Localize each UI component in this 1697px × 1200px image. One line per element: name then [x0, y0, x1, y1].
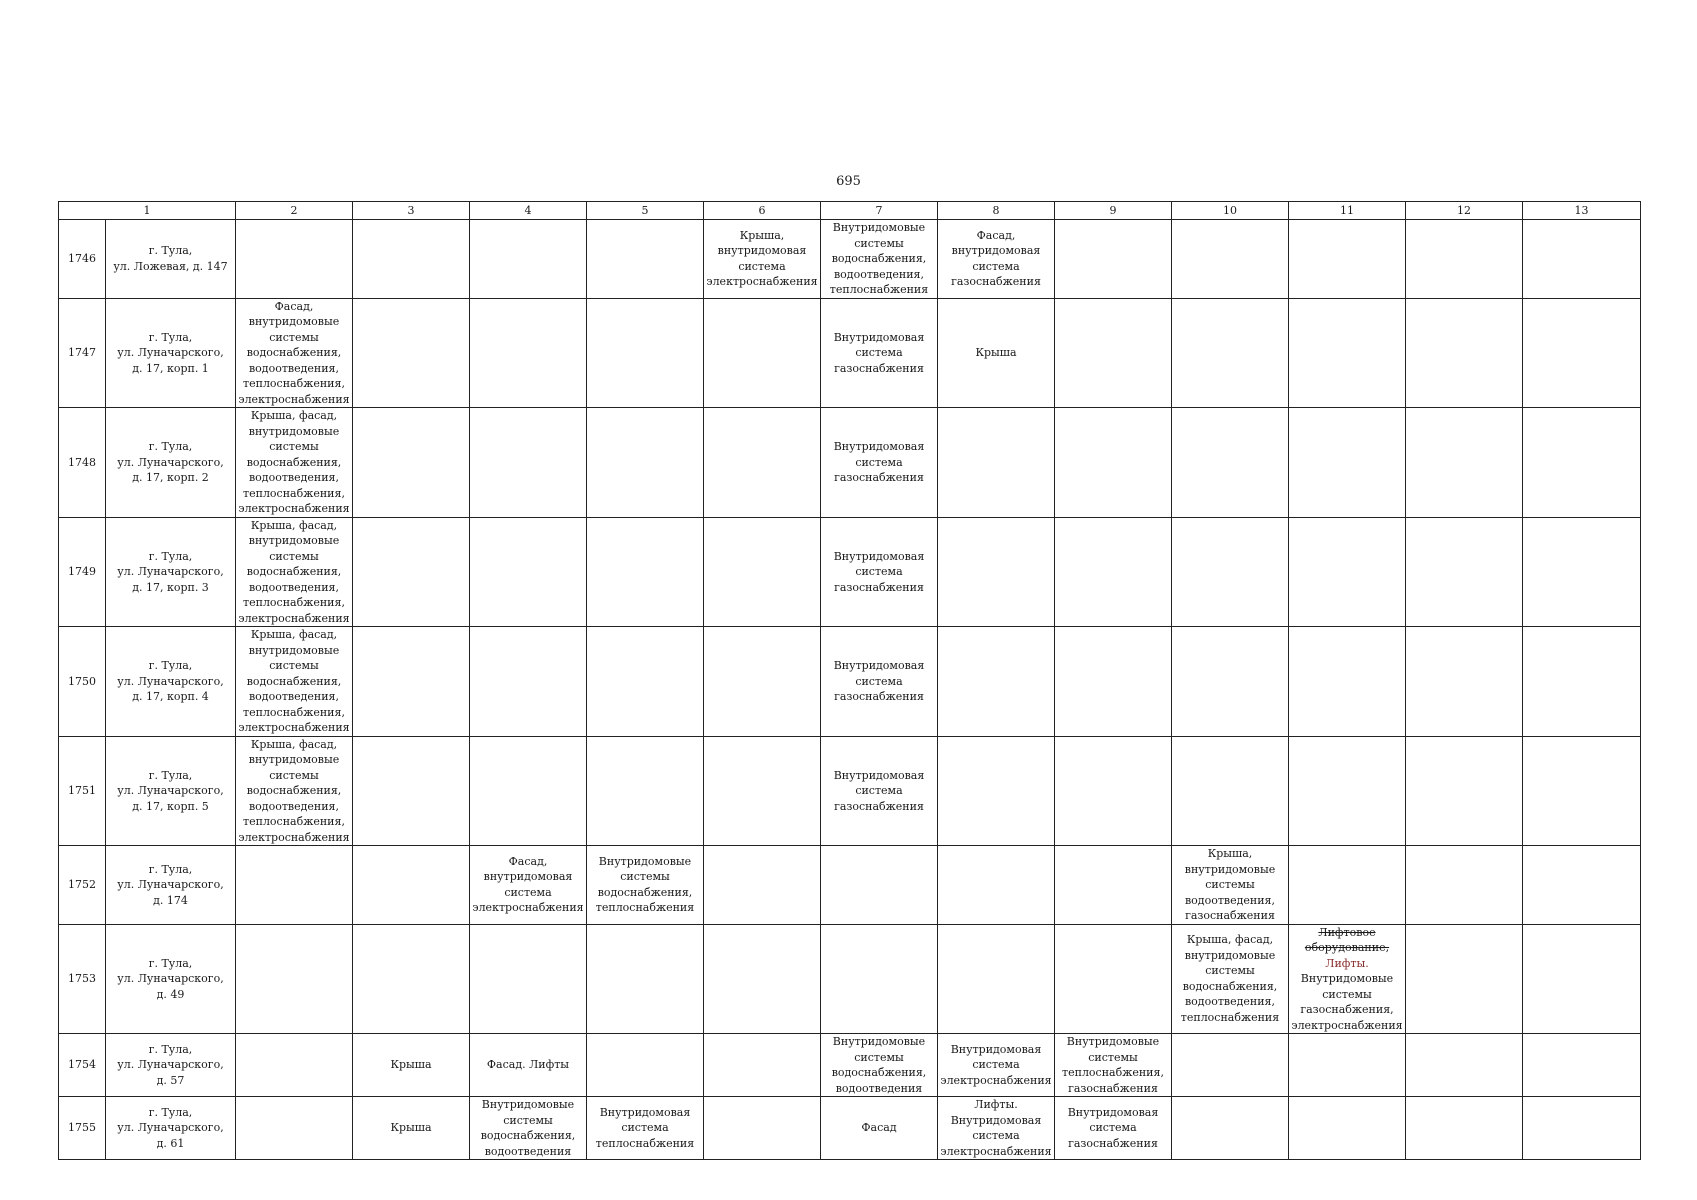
work-cell-col-6 [704, 1097, 821, 1160]
row-number-cell: 1755 [59, 1097, 106, 1160]
table-row [59, 1097, 1641, 1160]
work-cell-col-7 [821, 846, 938, 925]
struck-text: Лифтовое оборудование, [1304, 925, 1390, 954]
work-cell-col-7: Внутридомовая система газоснабжения [821, 298, 938, 408]
work-cell-col-5 [587, 736, 704, 846]
work-cell-col-11 [1289, 220, 1406, 299]
work-cell-col-11 [1289, 736, 1406, 846]
work-cell-col-9 [1055, 924, 1172, 1034]
column-header: 1 [59, 202, 236, 220]
work-cell-col-4 [470, 627, 587, 737]
work-cell-col-12 [1406, 1034, 1523, 1097]
row-number-cell: 1753 [59, 924, 106, 1034]
work-cell-col-2: Фасад, внутридомовые системы водоснабжения, водоотведения, теплоснабжения, электроснабжения [236, 298, 353, 408]
row-number-cell: 1749 [59, 517, 106, 627]
work-cell-col-5: Внутридомовые системы водоснабжения, теплоснабжения [587, 846, 704, 925]
work-cell-col-7: Внутридомовые системы водоснабжения, водоотведения [821, 1034, 938, 1097]
work-cell-col-6 [704, 627, 821, 737]
work-cell-col-6 [704, 924, 821, 1034]
column-header: 6 [704, 202, 821, 220]
work-cell-col-4 [470, 220, 587, 299]
work-cell-col-10: Крыша, внутридомовые системы водоотведения, газоснабжения [1172, 846, 1289, 925]
column-header: 8 [938, 202, 1055, 220]
work-cell-col-8: Внутридомовая система электроснабжения [938, 1034, 1055, 1097]
table-row [59, 220, 1641, 299]
work-cell-col-13 [1523, 408, 1641, 518]
work-cell-col-13 [1523, 220, 1641, 299]
row-number-cell: 1754 [59, 1034, 106, 1097]
header-row [59, 202, 1641, 220]
row-number-cell: 1748 [59, 408, 106, 518]
work-cell-col-5 [587, 408, 704, 518]
work-cell-col-9 [1055, 517, 1172, 627]
work-cell-col-10 [1172, 736, 1289, 846]
work-cell-col-11 [1289, 1097, 1406, 1160]
work-cell-col-3 [353, 736, 470, 846]
work-cell-col-9 [1055, 408, 1172, 518]
table-row [59, 924, 1641, 1034]
work-cell-col-8: Лифты. Внутридомовая система электроснабжения [938, 1097, 1055, 1160]
work-cell-col-4: Фасад, внутридомовая система электроснабжения [470, 846, 587, 925]
work-cell-col-5 [587, 298, 704, 408]
work-cell-col-4 [470, 298, 587, 408]
work-cell-col-10 [1172, 408, 1289, 518]
column-header: 12 [1406, 202, 1523, 220]
work-cell-col-10 [1172, 1034, 1289, 1097]
address-cell: г. Тула, ул. Луначарского, д. 49 [106, 924, 236, 1034]
work-cell-col-3 [353, 408, 470, 518]
work-cell-col-3: Крыша [353, 1097, 470, 1160]
work-cell-col-2: Крыша, фасад, внутридомовые системы водоснабжения, водоотведения, теплоснабжения, электроснабжения [236, 408, 353, 518]
work-cell-col-3 [353, 846, 470, 925]
work-cell-col-9: Внутридомовая система газоснабжения [1055, 1097, 1172, 1160]
address-cell: г. Тула, ул. Луначарского, д. 17, корп. 4 [106, 627, 236, 737]
work-cell-col-12 [1406, 517, 1523, 627]
work-cell-col-5: Внутридомовая система теплоснабжения [587, 1097, 704, 1160]
work-cell-col-3 [353, 517, 470, 627]
work-cell-col-4 [470, 517, 587, 627]
work-cell-col-11 [1289, 924, 1406, 1034]
work-cell-col-2: Крыша, фасад, внутридомовые системы водоснабжения, водоотведения, теплоснабжения, электроснабжения [236, 517, 353, 627]
work-cell-col-8 [938, 736, 1055, 846]
work-cell-col-13 [1523, 517, 1641, 627]
work-cell-col-13 [1523, 1097, 1641, 1160]
address-cell: г. Тула, ул. Ложевая, д. 147 [106, 220, 236, 299]
work-cell-col-2 [236, 220, 353, 299]
work-cell-col-7: Внутридомовая система газоснабжения [821, 517, 938, 627]
work-cell-col-7: Фасад [821, 1097, 938, 1160]
address-cell: г. Тула, ул. Луначарского, д. 17, корп. 3 [106, 517, 236, 627]
work-cell-col-8 [938, 924, 1055, 1034]
work-cell-col-10 [1172, 298, 1289, 408]
work-cell-col-8: Крыша [938, 298, 1055, 408]
table-row [59, 627, 1641, 737]
column-header: 7 [821, 202, 938, 220]
table-row [59, 408, 1641, 518]
column-header: 9 [1055, 202, 1172, 220]
column-header: 11 [1289, 202, 1406, 220]
work-cell-col-12 [1406, 846, 1523, 925]
work-cell-col-6 [704, 517, 821, 627]
work-cell-col-5 [587, 1034, 704, 1097]
work-cell-col-13 [1523, 924, 1641, 1034]
column-header: 2 [236, 202, 353, 220]
column-header: 10 [1172, 202, 1289, 220]
correction-text: Лифты. [1325, 956, 1369, 970]
address-cell: г. Тула, ул. Луначарского, д. 174 [106, 846, 236, 925]
work-cell-col-7: Внутридомовая система газоснабжения [821, 736, 938, 846]
work-cell-col-4 [470, 924, 587, 1034]
work-cell-col-7: Внутридомовая система газоснабжения [821, 408, 938, 518]
table-row [59, 846, 1641, 925]
row-number-cell: 1746 [59, 220, 106, 299]
work-cell-col-6 [704, 1034, 821, 1097]
work-cell-col-11 [1289, 627, 1406, 737]
work-cell-col-4: Фасад. Лифты [470, 1034, 587, 1097]
work-cell-col-8 [938, 627, 1055, 737]
work-cell-col-13 [1523, 1034, 1641, 1097]
row-number-cell: 1747 [59, 298, 106, 408]
work-cell-col-13 [1523, 627, 1641, 737]
work-cell-col-3 [353, 627, 470, 737]
table-row [59, 1034, 1641, 1097]
work-cell-col-8 [938, 408, 1055, 518]
work-cell-col-9 [1055, 298, 1172, 408]
work-cell-col-10: Крыша, фасад, внутридомовые системы водоснабжения, водоотведения, теплоснабжения [1172, 924, 1289, 1034]
table-body [59, 220, 1641, 1160]
page-number: 695 [836, 174, 861, 189]
work-cell-col-11 [1289, 517, 1406, 627]
work-cell-col-7: Внутридомовые системы водоснабжения, водоотведения, теплоснабжения [821, 220, 938, 299]
work-cell-col-2: Крыша, фасад, внутридомовые системы водоснабжения, водоотведения, теплоснабжения, электроснабжения [236, 736, 353, 846]
table-row [59, 517, 1641, 627]
work-cell-col-8: Фасад, внутридомовая система газоснабжения [938, 220, 1055, 299]
address-cell: г. Тула, ул. Луначарского, д. 61 [106, 1097, 236, 1160]
work-cell-col-10 [1172, 220, 1289, 299]
work-cell-col-4 [470, 408, 587, 518]
address-cell: г. Тула, ул. Луначарского, д. 57 [106, 1034, 236, 1097]
work-cell-col-6 [704, 846, 821, 925]
work-cell-col-12 [1406, 1097, 1523, 1160]
row-number-cell: 1751 [59, 736, 106, 846]
work-cell-col-12 [1406, 408, 1523, 518]
work-cell-col-3 [353, 298, 470, 408]
work-cell-col-2: Крыша, фасад, внутридомовые системы водоснабжения, водоотведения, теплоснабжения, электроснабжения [236, 627, 353, 737]
work-cell-col-9 [1055, 846, 1172, 925]
work-cell-col-5 [587, 517, 704, 627]
work-cell-col-7: Внутридомовая система газоснабжения [821, 627, 938, 737]
work-cell-col-10 [1172, 627, 1289, 737]
work-cell-col-11 [1289, 298, 1406, 408]
work-cell-col-8 [938, 846, 1055, 925]
work-cell-col-11 [1289, 1034, 1406, 1097]
work-cell-col-2 [236, 1034, 353, 1097]
work-cell-col-12 [1406, 627, 1523, 737]
address-cell: г. Тула, ул. Луначарского, д. 17, корп. 2 [106, 408, 236, 518]
work-cell-col-11 [1289, 408, 1406, 518]
work-cell-col-9 [1055, 220, 1172, 299]
row-number-cell: 1750 [59, 627, 106, 737]
work-cell-col-5 [587, 924, 704, 1034]
work-cell-col-4: Внутридомовые системы водоснабжения, водоотведения [470, 1097, 587, 1160]
work-cell-col-2 [236, 924, 353, 1034]
work-cell-col-11 [1289, 846, 1406, 925]
work-cell-col-10 [1172, 517, 1289, 627]
work-cell-col-6 [704, 298, 821, 408]
work-cell-col-12 [1406, 736, 1523, 846]
work-cell-col-9 [1055, 627, 1172, 737]
work-cell-col-2 [236, 846, 353, 925]
work-cell-col-8 [938, 517, 1055, 627]
work-cell-col-7 [821, 924, 938, 1034]
capital-repair-table [58, 201, 1641, 1160]
work-cell-col-6 [704, 408, 821, 518]
column-header: 4 [470, 202, 587, 220]
work-cell-col-12 [1406, 924, 1523, 1034]
row-number-cell: 1752 [59, 846, 106, 925]
address-cell: г. Тула, ул. Луначарского, д. 17, корп. 5 [106, 736, 236, 846]
work-cell-col-3 [353, 220, 470, 299]
table-row [59, 736, 1641, 846]
work-cell-col-13 [1523, 298, 1641, 408]
work-cell-col-5 [587, 627, 704, 737]
work-cell-col-3 [353, 924, 470, 1034]
work-cell-col-3: Крыша [353, 1034, 470, 1097]
work-cell-col-6: Крыша, внутридомовая система электроснабжения [704, 220, 821, 299]
work-cell-col-13 [1523, 736, 1641, 846]
work-cell-col-6 [704, 736, 821, 846]
work-cell-col-12 [1406, 220, 1523, 299]
column-header: 3 [353, 202, 470, 220]
work-cell-col-9 [1055, 736, 1172, 846]
work-cell-col-12 [1406, 298, 1523, 408]
column-header: 13 [1523, 202, 1641, 220]
work-cell-col-2 [236, 1097, 353, 1160]
column-header: 5 [587, 202, 704, 220]
work-cell-col-4 [470, 736, 587, 846]
work-cell-col-9: Внутридомовые системы теплоснабжения, газоснабжения [1055, 1034, 1172, 1097]
table-row [59, 298, 1641, 408]
work-cell-col-13 [1523, 846, 1641, 925]
work-cell-col-10 [1172, 1097, 1289, 1160]
address-cell: г. Тула, ул. Луначарского, д. 17, корп. 1 [106, 298, 236, 408]
cell-text: Внутридомовые системы газоснабжения, электроснабжения [1291, 972, 1403, 1032]
work-cell-col-5 [587, 220, 704, 299]
